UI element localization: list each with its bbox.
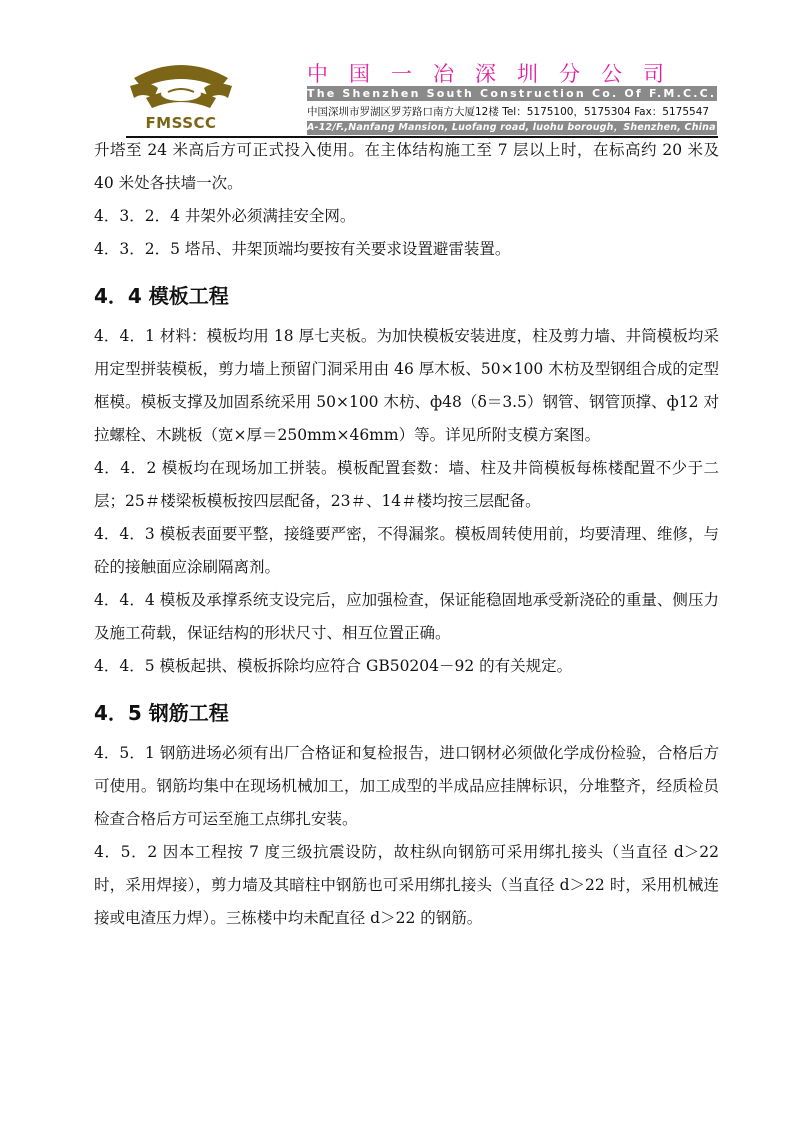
- heading-4-4: 4．4 模板工程: [94, 284, 229, 308]
- paragraph-4-4-4: 4．4．4 模板及承撑系统支设完后，应加强检查，保证能稳固地承受新浇砼的重量、侧压力及施工荷载，保证结构的形状尺寸、相互位置正确。: [94, 591, 719, 642]
- paragraph-4-3-2-5: 4．3．2．5 塔吊、井架顶端均要按有关要求设置避雷装置。: [94, 240, 511, 258]
- paragraph-continued: 升塔至 24 米高后方可正式投入使用。在主体结构施工至 7 层以上时，在标高约 20 米及 40 米处各扶墙一次。: [94, 141, 719, 192]
- logo-emblem-icon: [128, 58, 234, 114]
- company-name-cn: 中国一冶深圳分公司: [307, 62, 685, 86]
- letterhead: [0, 0, 793, 140]
- company-address-cn: 中国深圳市罗湖区罗芳路口南方大厦12楼 Tel：5175100，5175304 Fax：5175547: [307, 106, 710, 118]
- heading-4-5: 4．5 钢筋工程: [94, 701, 229, 725]
- logo-text: FMSSCC: [145, 114, 217, 132]
- paragraph-4-4-1: 4．4．1 材料：模板均用 18 厚七夹板。为加快模板安装进度，柱及剪力墙、井筒模板均采用定型拼装模板，剪力墙上预留门洞采用由 46 厚木板、50×100 木枋及型钢组合成的定型框模。模板支撑及加固系统采用 50×100 木枋、ф48（δ＝3.5）钢管、钢管顶撑、ф12 对拉螺栓、木跳板（宽×厚＝250mm×46mm）等。详见所附支模方案图。: [94, 327, 719, 444]
- company-name-en: The Shenzhen South Construction Co. Of F.M.C.C.: [307, 87, 717, 100]
- company-address-en: A-12/F.,Nanfang Mansion, Luofang road, luohu borough，Shenzhen, China: [307, 122, 716, 133]
- company-logo: [128, 58, 234, 138]
- paragraph-4-4-2: 4．4．2 模板均在现场加工拼装。模板配置套数：墙、柱及井筒模板每栋楼配置不少于二层；25＃楼梁板模板按四层配备，23＃、14＃楼均按三层配备。: [94, 459, 719, 510]
- paragraph-4-4-3: 4．4．3 模板表面要平整，接缝要严密，不得漏浆。模板周转使用前，均要清理、维修，与砼的接触面应涂刷隔离剂。: [94, 525, 719, 576]
- document-body: [94, 134, 719, 935]
- paragraph-4-3-2-4: 4．3．2．4 井架外必须满挂安全网。: [94, 207, 356, 225]
- paragraph-4-4-5: 4．4．5 模板起拱、模板拆除均应符合 GB50204－92 的有关规定。: [94, 657, 573, 675]
- paragraph-4-5-1: 4．5．1 钢筋进场必须有出厂合格证和复检报告，进口钢材必须做化学成份检验，合格后方可使用。钢筋均集中在现场机械加工，加工成型的半成品应挂牌标识，分堆整齐，经质检员检查合格后方可运至施工点绑扎安装。: [94, 744, 719, 828]
- paragraph-4-5-2: 4．5．2 因本工程按 7 度三级抗震设防，故柱纵向钢筋可采用绑扎接头（当直径 d＞22 时，采用焊接），剪力墙及其暗柱中钢筋也可采用绑扎接头（当直径 d＞22 时，采用机械连接或电渣压力焊）。三栋楼中均未配直径 d＞22 的钢筋。: [94, 843, 719, 927]
